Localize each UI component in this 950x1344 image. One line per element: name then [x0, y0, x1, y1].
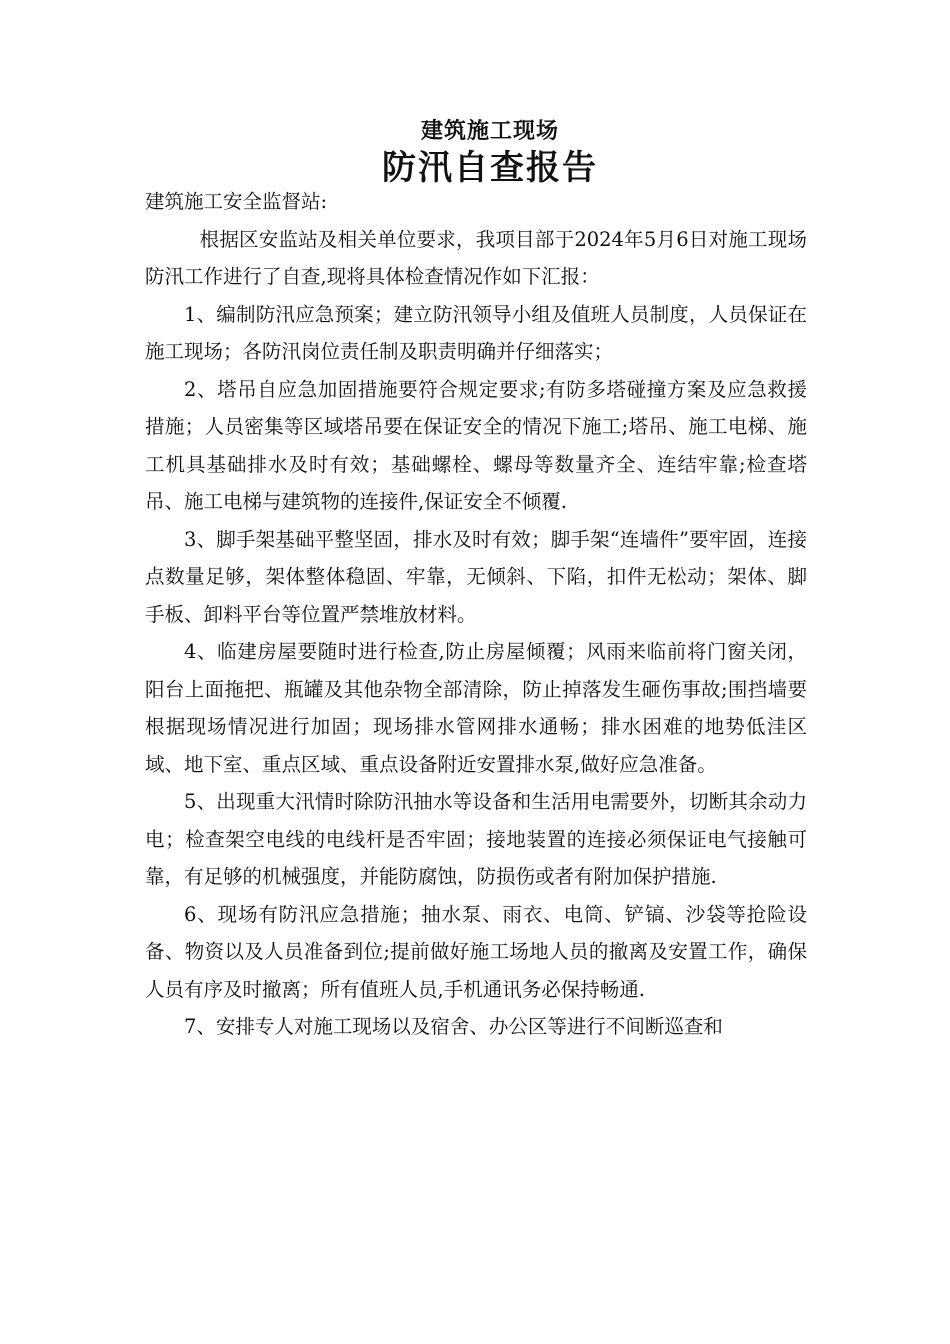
- paragraph-item-7: 7、安排专人对施工现场以及宿舍、办公区等进行不间断巡查和: [184, 1015, 723, 1038]
- paragraph-intro: 根据区安监站及相关单位要求，我项目部于2024年5月6日对施工现场防汛工作进行了自查,现将具体检查情况作如下汇报：: [145, 227, 807, 288]
- paragraph-item-4: 4、临建房屋要随时进行检查,防止房屋倾覆；风雨来临前将门窗关闭，阳台上面拖把、瓶罐及其他杂物全部清除，防止掉落发生砸伤事故;围挡墙要根据现场情况进行加固；现场排水管网排水通畅；排水困难的地势低洼区域、地下室、重点区域、重点设备附近安置排水泵,做好应急准备。: [145, 640, 807, 776]
- paragraph-item-1: 1、编制防汛应急预案；建立防汛领导小组及值班人员制度，人员保证在施工现场；各防汛岗位责任制及职责明确并仔细落实；: [145, 302, 807, 363]
- paragraph-item-2: 2、塔吊自应急加固措施要符合规定要求;有防多塔碰撞方案及应急救援措施；人员密集等区域塔吊要在保证安全的情况下施工;塔吊、施工电梯、施工机具基础排水及时有效；基础螺栓、螺母等数量齐全、连结牢靠;检查塔吊、施工电梯与建筑物的连接件,保证安全不倾覆.: [145, 377, 807, 513]
- salutation: 建筑施工安全监督站:: [145, 190, 328, 213]
- document-title-line2: 防汛自查报告: [382, 148, 598, 188]
- paragraph-item-5: 5、出现重大汛情时除防汛抽水等设备和生活用电需要外，切断其余动力电；检查架空电线的电线杆是否牢固；接地装置的连接必须保证电气接触可靠，有足够的机械强度，并能防腐蚀，防损伤或者有附加保护措施.: [145, 790, 807, 888]
- document-body: [145, 183, 807, 1046]
- paragraph-item-6: 6、现场有防汛应急措施；抽水泵、雨衣、电筒、铲镐、沙袋等抢险设备、物资以及人员准备到位;提前做好施工场地人员的撤离及安置工作，确保人员有序及时撤离；所有值班人员,手机通讯务必保持畅通.: [145, 902, 807, 1001]
- paragraph-item-3: 3、脚手架基础平整坚固，排水及时有效；脚手架“连墙件”要牢固，连接点数量足够，架体整体稳固、牢靠，无倾斜、下陷，扣件无松动；架体、脚手板、卸料平台等位置严禁堆放材料。: [145, 527, 807, 626]
- document-title-line1: 建筑施工现场: [420, 118, 559, 144]
